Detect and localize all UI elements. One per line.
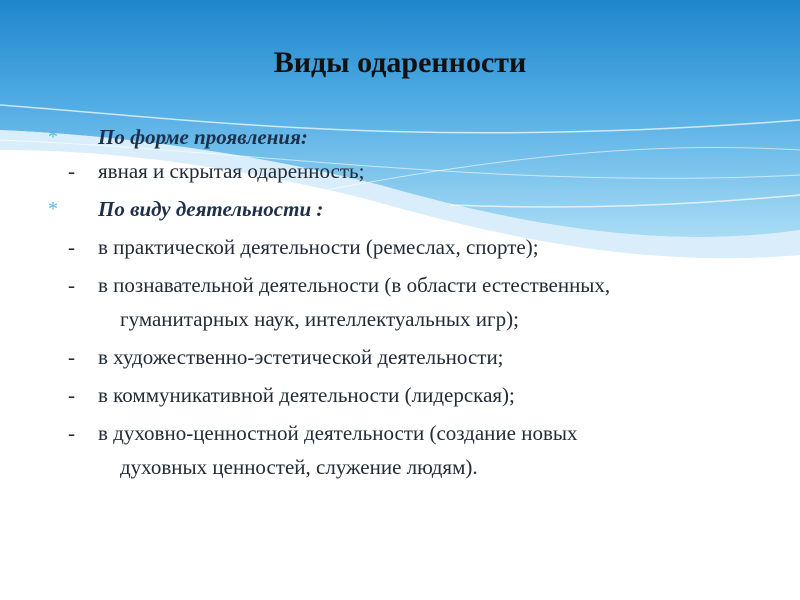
content-list xyxy=(48,120,748,484)
section-heading: По форме проявления: xyxy=(98,125,308,149)
bullet-icon: * xyxy=(48,126,58,148)
list-item-text: духовных ценностей, служение людям). xyxy=(120,455,478,479)
list-item xyxy=(68,416,748,450)
list-item-text: явная и скрытая одаренность; xyxy=(98,159,365,183)
list-item xyxy=(68,378,748,412)
dash-marker: - xyxy=(68,383,75,407)
list-item xyxy=(68,154,748,188)
list-item-text: в художественно-эстетической деятельности; xyxy=(98,345,504,369)
section-heading-row xyxy=(48,192,748,226)
dash-marker: - xyxy=(68,159,75,183)
dash-marker: - xyxy=(68,273,75,297)
list-item xyxy=(68,230,748,264)
list-item xyxy=(68,268,748,302)
slide-title: Виды одаренности xyxy=(273,46,527,79)
section-heading-row xyxy=(48,120,748,154)
list-item-text: в практической деятельности (ремеслах, спорте); xyxy=(98,235,539,259)
list-item-continuation xyxy=(68,450,748,484)
dash-marker: - xyxy=(68,421,75,445)
list-item-text: в познавательной деятельности (в области естественных, xyxy=(98,273,611,297)
list-item-text: в духовно-ценностной деятельности (создание новых xyxy=(98,421,578,445)
dash-marker: - xyxy=(68,345,75,369)
bullet-icon: * xyxy=(48,198,58,220)
list-item xyxy=(68,340,748,374)
list-item-text: в коммуникативной деятельности (лидерская); xyxy=(98,383,515,407)
dash-marker: - xyxy=(68,235,75,259)
section-heading: По виду деятельности : xyxy=(98,197,324,221)
list-item-text: гуманитарных наук, интеллектуальных игр); xyxy=(120,307,519,331)
list-item-continuation xyxy=(68,302,748,336)
